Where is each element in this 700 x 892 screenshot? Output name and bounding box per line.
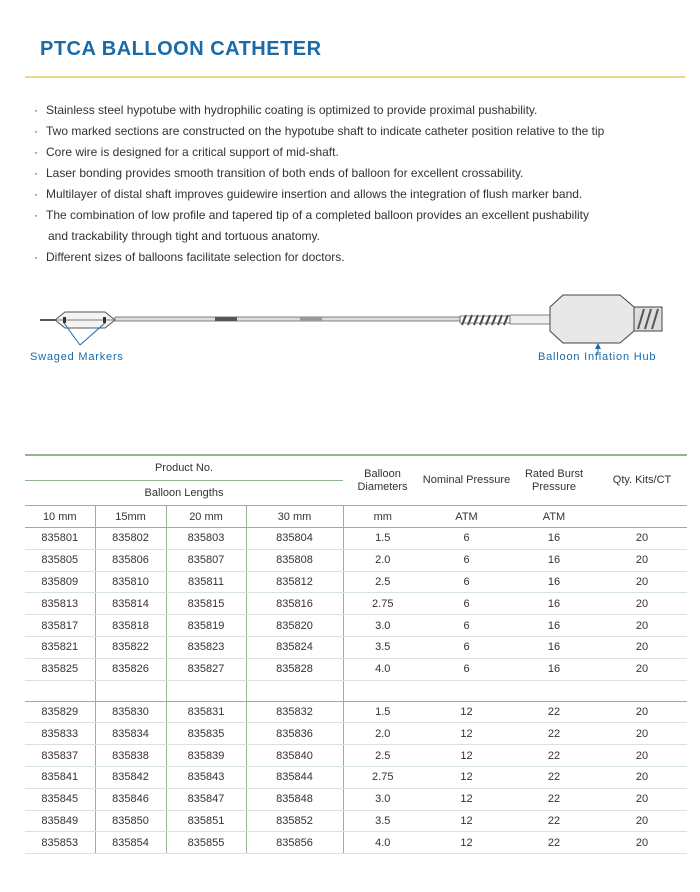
table-cell: 20 [597,593,687,615]
table-cell: 835843 [166,766,246,788]
table-cell: 835838 [95,745,166,767]
table-cell: 12 [422,832,511,854]
table-cell: 2.0 [343,549,422,571]
table-cell: 835813 [25,593,95,615]
table-cell: 835824 [246,636,343,658]
page-title: PTCA BALLOON CATHETER [40,38,322,60]
table-cell: 16 [511,549,597,571]
feature-bullet: · The combination of low profile and tapered tip of a completed balloon provides an excellent pushability [30,205,690,226]
table-row [25,723,687,745]
table-cell: 16 [511,593,597,615]
table-cell: 835820 [246,615,343,637]
balloon-diameters-header: Balloon Diameters [343,455,422,506]
spacer-cell [422,680,511,701]
table-cell: 6 [422,658,511,680]
table-cell: 20 [597,723,687,745]
table-cell: 835832 [246,701,343,723]
table-cell: 6 [422,528,511,550]
table-cell: 835846 [95,788,166,810]
table-cell: 6 [422,615,511,637]
table-cell: 835801 [25,528,95,550]
table-cell: 835837 [25,745,95,767]
table-cell: 835841 [25,766,95,788]
table-cell: 835805 [25,549,95,571]
table-row [25,810,687,832]
table-row [25,745,687,767]
table-cell: 835806 [95,549,166,571]
spacer-cell [343,680,422,701]
table-cell: 1.5 [343,701,422,723]
table-cell: 20 [597,571,687,593]
table-cell: 16 [511,658,597,680]
feature-list [30,100,690,268]
table-cell: 835826 [95,658,166,680]
table-cell: 835845 [25,788,95,810]
spacer-cell [166,680,246,701]
balloon-lengths-header: Balloon Lengths [144,487,224,499]
table-cell: 20 [597,810,687,832]
table-cell: 835854 [95,832,166,854]
table-cell: 835833 [25,723,95,745]
table-row [25,701,687,723]
table-cell: 16 [511,615,597,637]
unit-cell: ATM [422,506,511,528]
table-row [25,658,687,680]
table-row [25,636,687,658]
table-cell: 20 [597,528,687,550]
table-cell: 835828 [246,658,343,680]
feature-bullet: · Two marked sections are constructed on the hypotube shaft to indicate catheter position relative to the tip [30,121,690,142]
table-row [25,528,687,550]
table-cell: 835808 [246,549,343,571]
table-cell: 22 [511,810,597,832]
table-cell: 835842 [95,766,166,788]
feature-bullet: · Laser bonding provides smooth transition of both ends of balloon for excellent crossability. [30,163,690,184]
table-cell: 835819 [166,615,246,637]
table-cell: 835852 [246,810,343,832]
table-cell: 22 [511,723,597,745]
feature-bullet: · Stainless steel hypotube with hydrophilic coating is optimized to provide proximal pushability. [30,100,690,121]
unit-cell: mm [343,506,422,528]
unit-cell: 30 mm [246,506,343,528]
swaged-markers-label: Swaged Markers [30,351,124,363]
table-row [25,549,687,571]
table-row [25,832,687,854]
table-cell: 22 [511,745,597,767]
table-cell: 835811 [166,571,246,593]
group-spacer-row [25,680,687,701]
table-cell: 835814 [95,593,166,615]
table-row [25,571,687,593]
table-row [25,788,687,810]
table-cell: 835827 [166,658,246,680]
table-cell: 20 [597,615,687,637]
rated-burst-pressure-header: Rated Burst Pressure [511,455,597,506]
table-cell: 20 [597,832,687,854]
spacer-cell [597,680,687,701]
table-cell: 835849 [25,810,95,832]
table-cell: 835853 [25,832,95,854]
unit-cell [597,506,687,528]
table-cell: 20 [597,766,687,788]
table-cell: 16 [511,636,597,658]
table-cell: 20 [597,658,687,680]
feature-bullet: and trackability through tight and tortuous anatomy. [48,229,320,243]
units-row [25,506,687,528]
table-cell: 12 [422,810,511,832]
table-cell: 16 [511,571,597,593]
table-cell: 6 [422,636,511,658]
spacer-cell [95,680,166,701]
table-cell: 835810 [95,571,166,593]
table-cell: 835807 [166,549,246,571]
table-cell: 835817 [25,615,95,637]
table-row [25,593,687,615]
table-cell: 835850 [95,810,166,832]
table-cell: 20 [597,745,687,767]
table-cell: 835840 [246,745,343,767]
table-cell: 3.5 [343,810,422,832]
table-cell: 12 [422,701,511,723]
table-cell: 20 [597,788,687,810]
table-cell: 835821 [25,636,95,658]
table-cell: 22 [511,832,597,854]
table-cell: 22 [511,701,597,723]
product-no-header: Product No. [25,455,343,481]
table-cell: 835804 [246,528,343,550]
table-cell: 6 [422,549,511,571]
table-cell: 835851 [166,810,246,832]
table-cell: 16 [511,528,597,550]
catheter-diagram [0,285,700,375]
table-cell: 835802 [95,528,166,550]
table-cell: 835855 [166,832,246,854]
unit-cell: 20 mm [166,506,246,528]
table-cell: 2.5 [343,745,422,767]
spacer-cell [511,680,597,701]
table-cell: 2.75 [343,593,422,615]
table-cell: 2.0 [343,723,422,745]
table-row [25,615,687,637]
table-cell: 835831 [166,701,246,723]
table-cell: 835830 [95,701,166,723]
table-cell: 3.0 [343,788,422,810]
table-cell: 835848 [246,788,343,810]
table-cell: 835844 [246,766,343,788]
nominal-pressure-header: Nominal Pressure [422,455,511,506]
table-cell: 20 [597,549,687,571]
table-cell: 835816 [246,593,343,615]
table-cell: 835825 [25,658,95,680]
table-cell: 835847 [166,788,246,810]
table-cell: 835836 [246,723,343,745]
feature-bullet: · Core wire is designed for a critical support of mid-shaft. [30,142,690,163]
table-cell: 1.5 [343,528,422,550]
table-cell: 835856 [246,832,343,854]
table-cell: 835822 [95,636,166,658]
table-cell: 3.0 [343,615,422,637]
table-cell: 6 [422,593,511,615]
table-cell: 12 [422,745,511,767]
table-cell: 20 [597,636,687,658]
feature-bullet: · Different sizes of balloons facilitate selection for doctors. [30,247,690,268]
table-cell: 835818 [95,615,166,637]
table-cell: 12 [422,723,511,745]
table-cell: 12 [422,788,511,810]
table-cell: 835834 [95,723,166,745]
table-cell: 835809 [25,571,95,593]
table-cell: 22 [511,766,597,788]
unit-cell: 10 mm [25,506,95,528]
table-cell: 3.5 [343,636,422,658]
table-cell: 835829 [25,701,95,723]
table-cell: 835803 [166,528,246,550]
table-cell: 835823 [166,636,246,658]
table-cell: 4.0 [343,832,422,854]
table-cell: 835839 [166,745,246,767]
unit-cell: 15mm [95,506,166,528]
spacer-cell [246,680,343,701]
title-divider [25,76,685,78]
product-table [25,454,687,854]
table-cell: 835835 [166,723,246,745]
table-cell: 22 [511,788,597,810]
table-cell: 4.0 [343,658,422,680]
table-cell: 12 [422,766,511,788]
table-cell: 20 [597,701,687,723]
feature-bullet: · Multilayer of distal shaft improves guidewire insertion and allows the integration of flush marker band. [30,184,690,205]
table-cell: 835812 [246,571,343,593]
spacer-cell [25,680,95,701]
table-row [25,766,687,788]
table-cell: 2.75 [343,766,422,788]
qty-kits-header: Qty. Kits/CT [597,455,687,506]
table-cell: 2.5 [343,571,422,593]
unit-cell: ATM [511,506,597,528]
balloon-inflation-hub-label: Balloon Inflation Hub [538,351,657,363]
table-cell: 835815 [166,593,246,615]
table-cell: 6 [422,571,511,593]
